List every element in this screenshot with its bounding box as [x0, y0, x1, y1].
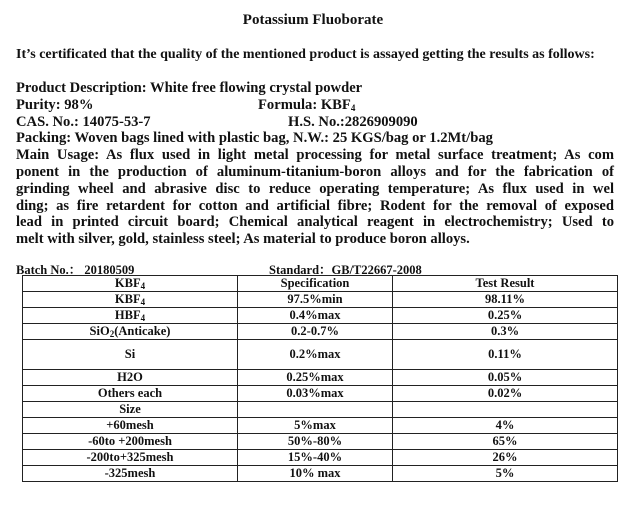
- table-row: [23, 434, 618, 450]
- row-item: -325mesh: [23, 466, 238, 482]
- row-item: [23, 308, 238, 324]
- document-title: Potassium Fluoborate: [242, 12, 384, 28]
- table-row: [23, 324, 618, 340]
- row-specification: 15%-40%: [238, 450, 393, 466]
- row-item: H2O: [23, 370, 238, 386]
- table-header-row: [23, 276, 618, 292]
- row-specification: 97.5%min: [238, 292, 393, 308]
- row-item-label: KBF: [114, 292, 141, 306]
- purity-formula-row: [16, 97, 614, 114]
- row-test-result: 65%: [393, 434, 618, 450]
- row-test-result: 5%: [393, 466, 618, 482]
- row-test-result: 0.25%: [393, 308, 618, 324]
- purity: Purity: 98%: [16, 96, 94, 113]
- usage-line: lead in printed circuit board; Chemical analytical reagent in electrochemistry; Used to: [16, 214, 614, 231]
- row-item: -60to +200mesh: [23, 434, 238, 450]
- cas-hs-row: [16, 114, 614, 131]
- table-row: [23, 450, 618, 466]
- row-specification: 0.25%max: [238, 370, 393, 386]
- usage-line: ding; as fire retardent for cotton and artificial fibre; Rodent for the removal of exposed: [16, 197, 614, 214]
- usage-line: Main Usage: As flux used in light metal processing for metal surface treatment; As com: [16, 147, 614, 164]
- formula: [258, 97, 355, 114]
- row-item-label: HBF: [114, 308, 141, 322]
- header-specification: Specification: [238, 276, 393, 292]
- packing: Packing: Woven bags lined with plastic bag, N.W.: 25 KGS/bag or 1.2Mt/bag: [16, 130, 493, 147]
- row-item-subscript: 2: [109, 329, 115, 339]
- row-test-result: 26%: [393, 450, 618, 466]
- row-specification: 50%-80%: [238, 434, 393, 450]
- standard: Standard：GB/T22667-2008: [269, 263, 422, 277]
- row-test-result: 0.3%: [393, 324, 618, 340]
- usage-line: melt with silver, gold, stainless steel; As material to produce boron alloys.: [16, 231, 470, 248]
- usage-line: ponent in the production of aluminum-titanium-boron alloys and for the fabrication of: [16, 163, 614, 180]
- table-row: [23, 402, 618, 418]
- formula-label: Formula: KBF: [258, 96, 351, 113]
- row-item-suffix: (Anticake): [114, 324, 171, 338]
- cas-number: CAS. No.: 14075-53-7: [16, 113, 151, 130]
- row-item: Si: [23, 340, 238, 370]
- row-specification: 10% max: [238, 466, 393, 482]
- header-item-label: KBF: [114, 276, 141, 290]
- test-results-table: [22, 275, 618, 482]
- intro-sentence: It’s certificated that the quality of the mentioned product is assayed getting the results as follows:: [16, 47, 595, 62]
- table-row: [23, 308, 618, 324]
- table-row: [23, 466, 618, 482]
- table-row: [23, 386, 618, 402]
- row-specification: 0.4%max: [238, 308, 393, 324]
- header-item-subscript: 4: [140, 281, 146, 291]
- header-test-result: Test Result: [393, 276, 618, 292]
- row-item-subscript: 4: [140, 297, 146, 307]
- usage-line: grinding wheel and abrasive disc to reduce operating temperature; As flux used in wel: [16, 180, 614, 197]
- row-test-result: 98.11%: [393, 292, 618, 308]
- row-test-result: 0.02%: [393, 386, 618, 402]
- row-item: -200to+325mesh: [23, 450, 238, 466]
- row-item: [23, 324, 238, 340]
- product-description-block: [16, 80, 614, 248]
- table-row: [23, 340, 618, 370]
- row-test-result: 0.11%: [393, 340, 618, 370]
- table-row: [23, 292, 618, 308]
- row-item-subscript: 4: [140, 313, 146, 323]
- product-description: Product Description: White free flowing crystal powder: [16, 80, 363, 96]
- row-item-label: SiO: [89, 324, 110, 338]
- row-specification: 5%max: [238, 418, 393, 434]
- row-specification: 0.03%max: [238, 386, 393, 402]
- row-specification: 0.2%max: [238, 340, 393, 370]
- row-test-result: [393, 402, 618, 418]
- row-specification: [238, 402, 393, 418]
- row-item: [23, 292, 238, 308]
- formula-subscript: 4: [350, 102, 356, 113]
- table-row: [23, 370, 618, 386]
- row-test-result: 0.05%: [393, 370, 618, 386]
- row-item: Others each: [23, 386, 238, 402]
- row-test-result: 4%: [393, 418, 618, 434]
- row-item: Size: [23, 402, 238, 418]
- table-row: [23, 418, 618, 434]
- batch-number: Batch No.： 20180509: [16, 263, 135, 277]
- row-item: +60mesh: [23, 418, 238, 434]
- header-item: [23, 276, 238, 292]
- row-specification: 0.2-0.7%: [238, 324, 393, 340]
- hs-number: H.S. No.:2826909090: [288, 113, 418, 130]
- batch-standard-row: [16, 260, 616, 277]
